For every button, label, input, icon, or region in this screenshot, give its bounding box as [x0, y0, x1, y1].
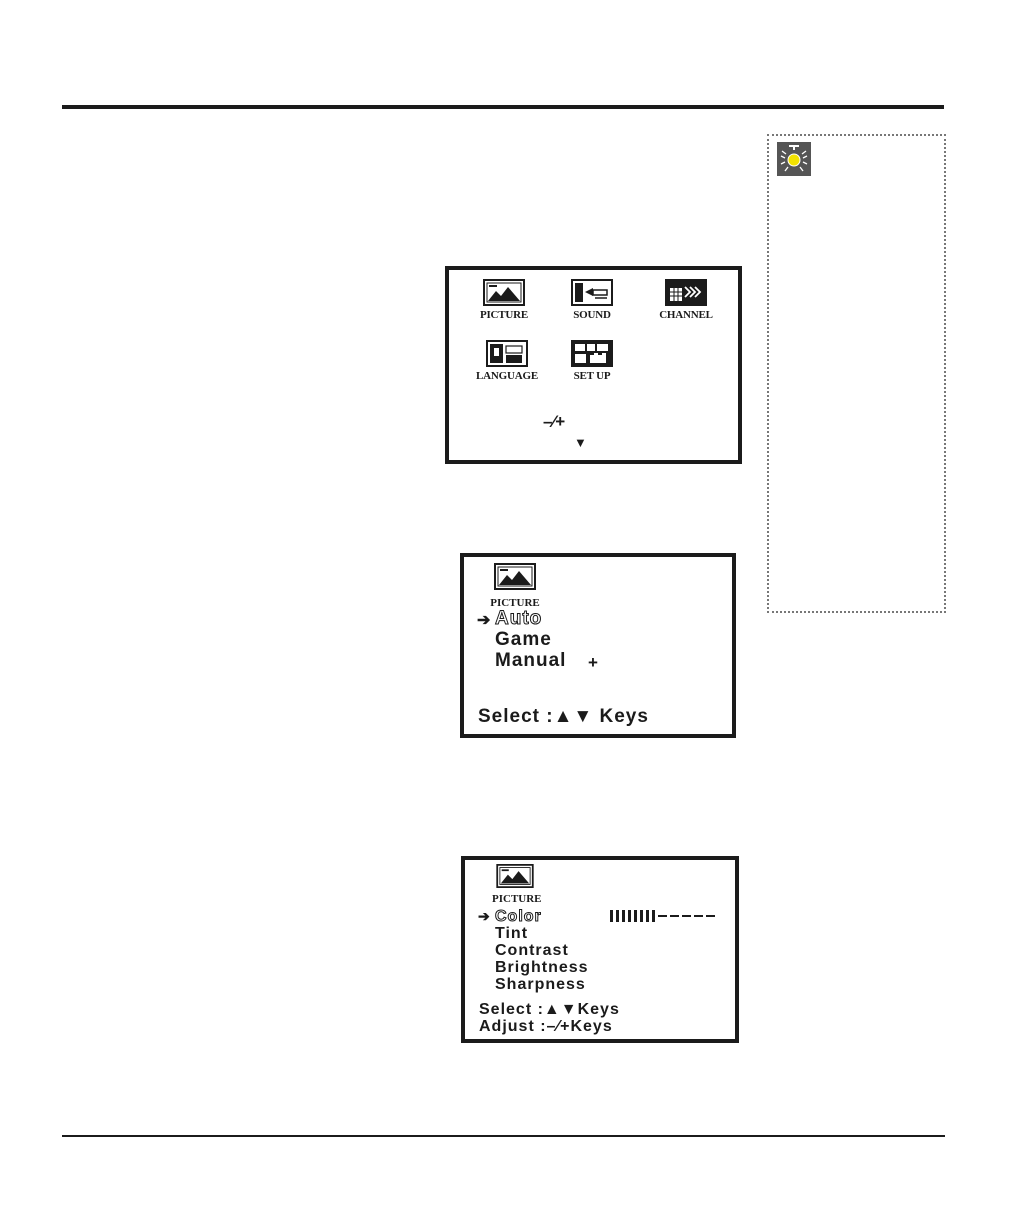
level-tick-filled	[628, 910, 631, 922]
level-tick-filled	[634, 910, 637, 922]
bottom-rule	[62, 1135, 945, 1137]
menu-item-language[interactable]	[476, 340, 538, 382]
select-keys-hint: Select :▲▼Keys	[479, 1001, 620, 1018]
main-menu-screen	[445, 266, 742, 464]
picture-adjust-screen	[461, 856, 739, 1043]
picture-mode-screen	[460, 553, 736, 738]
level-tick-empty	[658, 915, 667, 917]
adjust-keys-hint: Adjust :–⁄+Keys	[479, 1018, 613, 1035]
channel-icon	[665, 279, 707, 306]
picture-header	[492, 864, 542, 905]
adjust-item-contrast[interactable]: Contrast	[495, 942, 569, 959]
level-tick-filled	[622, 910, 625, 922]
setup-icon	[571, 340, 613, 367]
adjust-item-brightness[interactable]: Brightness	[495, 959, 589, 976]
level-tick-filled	[640, 910, 643, 922]
menu-item-channel[interactable]	[654, 279, 718, 321]
down-arrow-icon: ▼	[574, 435, 587, 450]
color-level-bar[interactable]	[610, 910, 718, 922]
tip-icon	[777, 142, 811, 176]
selection-arrow-icon: ➔	[478, 908, 490, 924]
menu-item-setup[interactable]	[564, 340, 620, 382]
mode-option-manual[interactable]: Manual	[495, 650, 567, 671]
mode-option-auto[interactable]: Auto	[495, 608, 543, 629]
level-tick-filled	[616, 910, 619, 922]
menu-item-label: CHANNEL	[659, 309, 713, 321]
manual-plus-marker: +	[588, 653, 599, 672]
picture-header-label: PICTURE	[490, 597, 540, 609]
menu-item-label: SOUND	[573, 309, 611, 321]
picture-icon	[483, 279, 525, 306]
level-tick-empty	[670, 915, 679, 917]
adjust-hint: –⁄+	[543, 412, 566, 431]
top-rule	[62, 105, 944, 109]
tip-box	[767, 134, 946, 613]
menu-item-sound[interactable]	[564, 279, 620, 321]
menu-item-picture[interactable]	[476, 279, 532, 321]
mode-option-game[interactable]: Game	[495, 629, 552, 650]
language-icon	[486, 340, 528, 367]
picture-header	[490, 563, 540, 609]
level-tick-empty	[706, 915, 715, 917]
selection-arrow-icon: ➔	[477, 612, 491, 629]
level-tick-empty	[694, 915, 703, 917]
picture-icon	[494, 563, 536, 590]
adjust-item-color[interactable]: Color	[495, 908, 542, 925]
level-tick-empty	[682, 915, 691, 917]
picture-header-label: PICTURE	[492, 893, 542, 905]
menu-item-label: PICTURE	[479, 309, 529, 321]
level-tick-filled	[646, 910, 649, 922]
level-tick-filled	[652, 910, 655, 922]
picture-icon	[496, 864, 534, 888]
adjust-item-tint[interactable]: Tint	[495, 925, 529, 942]
sound-icon	[571, 279, 613, 306]
level-tick-filled	[610, 910, 613, 922]
select-keys-hint: Select :▲▼ Keys	[478, 706, 649, 727]
menu-item-label: SET UP	[573, 370, 611, 382]
menu-item-label: LANGUAGE	[476, 370, 538, 382]
adjust-item-sharpness[interactable]: Sharpness	[495, 976, 586, 993]
